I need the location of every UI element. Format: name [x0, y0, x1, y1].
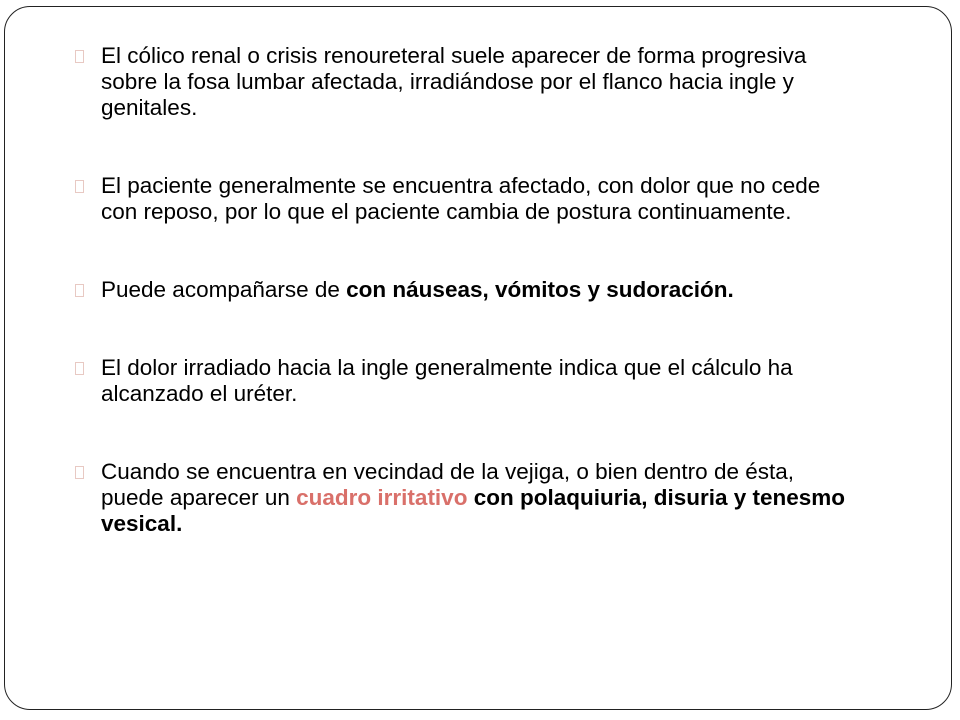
bullet-text-4: El dolor irradiado hacia la ingle generalmente indica que el cálculo ha alcanzado el uréter. [101, 355, 793, 406]
bullet-item-3 [75, 277, 855, 303]
bullet-marker-icon [75, 466, 84, 479]
bullet-text-3-bold: con náuseas, vómitos y sudoración. [346, 277, 734, 302]
bullet-marker-icon [75, 362, 84, 375]
bullet-text-5-accent: cuadro irritativo [296, 485, 468, 510]
bullet-text-5-plain: Cuando se encuentra en vecindad de la vejiga, o bien dentro de ésta, puede aparecer un [101, 459, 794, 510]
bullet-item-4 [75, 355, 855, 407]
bullet-item-5 [75, 459, 855, 537]
bullet-text-2: El paciente generalmente se encuentra afectado, con dolor que no cede con reposo, por lo que el paciente cambia de postura continuamente. [101, 173, 821, 224]
slide-frame [4, 6, 952, 710]
bullet-marker-icon [75, 50, 84, 63]
bullet-item-1 [75, 43, 855, 121]
bullet-list [75, 43, 855, 537]
bullet-text-1: El cólico renal o crisis renoureteral suele aparecer de forma progresiva sobre la fosa lumbar afectada, irradiándose por el flanco hacia ingle y genitales. [101, 43, 807, 120]
bullet-marker-icon [75, 180, 84, 193]
bullet-item-2 [75, 173, 855, 225]
bullet-text-5-bold: con polaquiuria, disuria y tenesmo vesical. [101, 485, 846, 536]
bullet-marker-icon [75, 284, 84, 297]
bullet-text-3-plain: Puede acompañarse de [101, 277, 347, 302]
